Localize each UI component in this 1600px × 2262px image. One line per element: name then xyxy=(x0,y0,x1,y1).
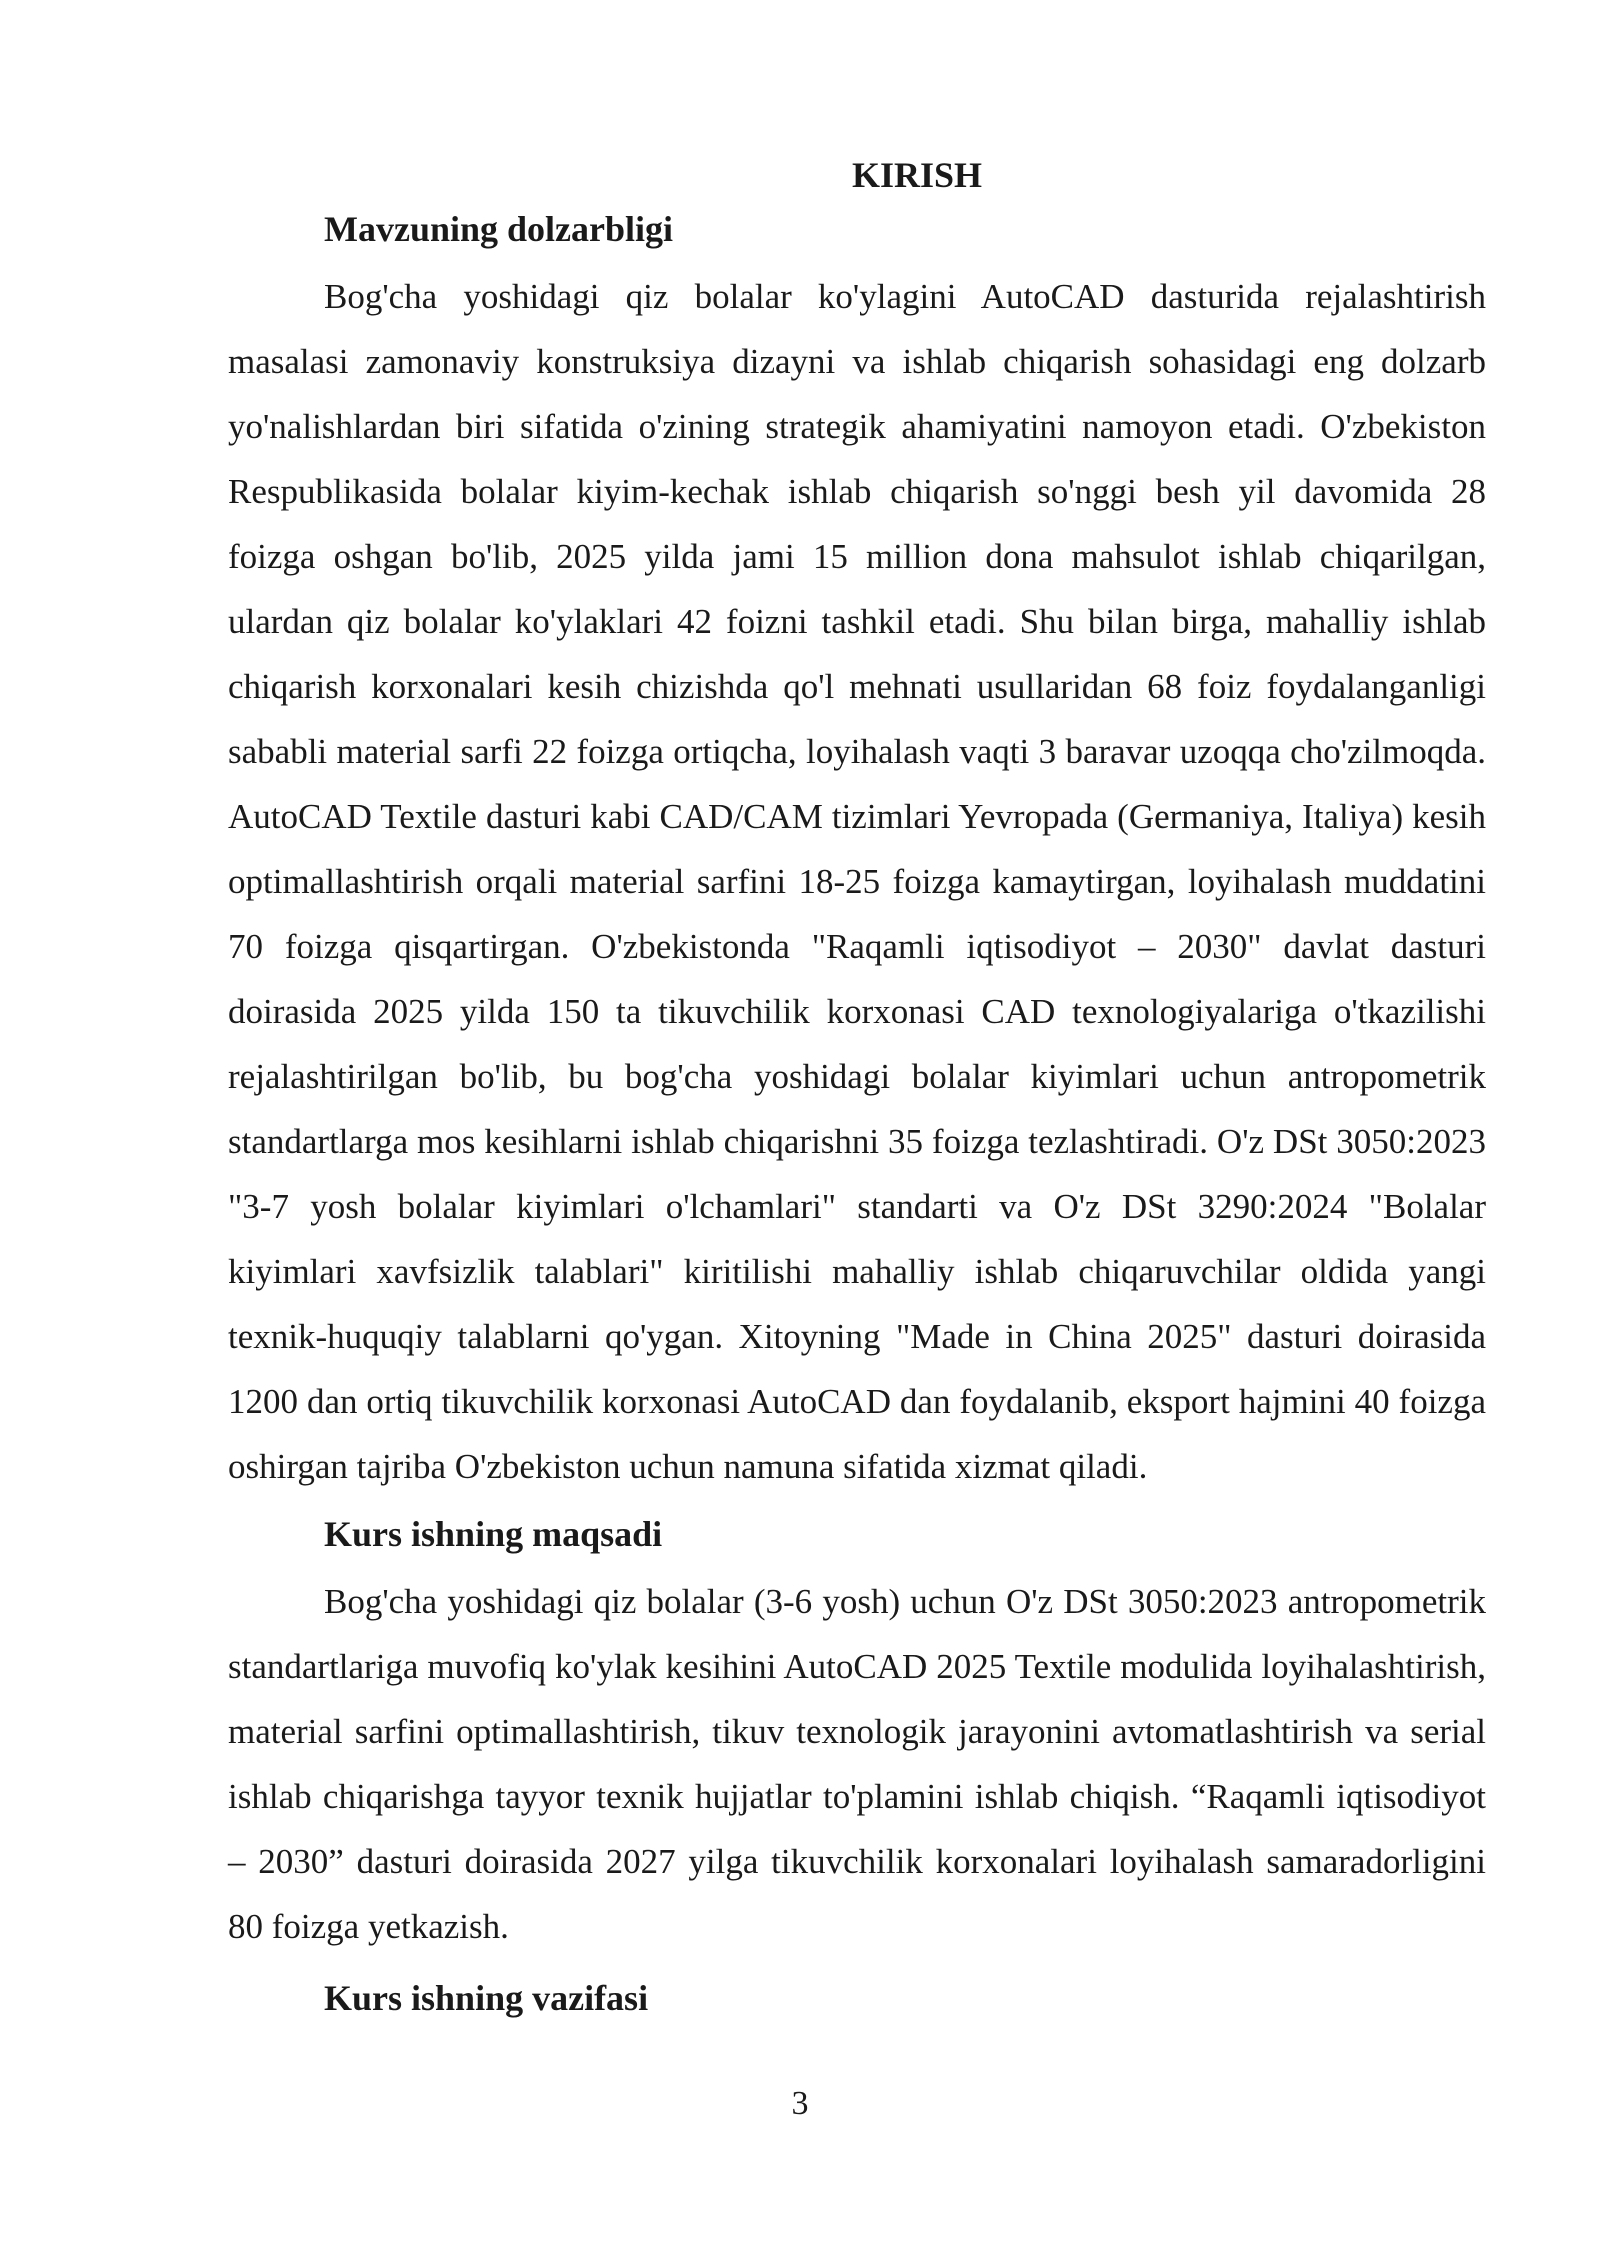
section-paragraph-relevance: Bog'cha yoshidagi qiz bolalar ko'ylagini AutoCAD dasturida rejalashtirish masalasi zamonaviy konstruksiya dizayni va ishlab chiqarish sohasidagi eng dolzarb yo'nalishlardan biri sifatida o'zining strategik ahamiyatini namoyon etadi. O'zbekiston Respublikasida bolalar kiyim-kechak ishlab chiqarish so'nggi besh yil davomida 28 foizga oshgan bo'lib, 2025 yilda jami 15 million dona mahsulot ishlab chiqarilgan, ulardan qiz bolalar ko'ylaklari 42 foizni tashkil etadi. Shu bilan birga, mahalliy ishlab chiqarish korxonalari kesih chizishda qo'l mehnati usullaridan 68 foiz foydalanganligi sababli material sarfi 22 foizga ortiqcha, loyihalash vaqti 3 baravar uzoqqa cho'zilmoqda. AutoCAD Textile dasturi kabi CAD/CAM tizimlari Yevropada (Germaniya, Italiya) kesih optimallashtirish orqali material sarfini 18-25 foizga kamaytirgan, loyihalash muddatini 70 foizga qisqartirgan. O'zbekistonda "Raqamli iqtisodiyot – 2030" davlat dasturi doirasida 2025 yilda 150 ta tikuvchilik korxonasi CAD texnologiyalariga o'tkazilishi rejalashtirilgan bo'lib, bu bog'cha yoshidagi bolalar kiyimlari uchun antropometrik standartlarga mos kesihlarni ishlab chiqarishni 35 foizga tezlashtiradi. O'z DSt 3050:2023 "3-7 yosh bolalar kiyimlari o'lchamlari" standarti va O'z DSt 3290:2024 "Bolalar kiyimlari xavfsizlik talablari" kiritilishi mahalliy ishlab chiqaruvchilar oldida yangi texnik-huquqiy talablarni qo'ygan. Xitoyning "Made in China 2025" dasturi doirasida 1200 dan ortiq tikuvchilik korxonasi AutoCAD dan foydalanib, eksport hajmini 40 foizga oshirgan tajriba O'zbekiston uchun namuna sifatida xizmat qiladi. xyxy=(228,277,1486,1486)
document-page xyxy=(228,148,1486,2025)
section-paragraph-goal: Bog'cha yoshidagi qiz bolalar (3-6 yosh) uchun O'z DSt 3050:2023 antropometrik standartlariga muvofiq ko'ylak kesihini AutoCAD 2025 Textile modulida loyihalashtirish, material sarfini optimallashtirish, tikuv texnologik jarayonini avtomatlashtirish va serial ishlab chiqarishga tayyor texnik hujjatlar to'plamini ishlab chiqish. “Raqamli iqtisodiyot – 2030” dasturi doirasida 2027 yilga tikuvchilik korxonalari loyihalash samaradorligini 80 foizga yetkazish. xyxy=(228,1582,1486,1946)
page-number: 3 xyxy=(791,2085,809,2122)
section-heading-goal: Kurs ishning maqsadi xyxy=(324,1514,663,1554)
section-heading-tasks: Kurs ishning vazifasi xyxy=(324,1978,649,2018)
section-heading-relevance: Mavzuning dolzarbligi xyxy=(324,209,674,249)
document-title: KIRISH xyxy=(851,155,983,195)
